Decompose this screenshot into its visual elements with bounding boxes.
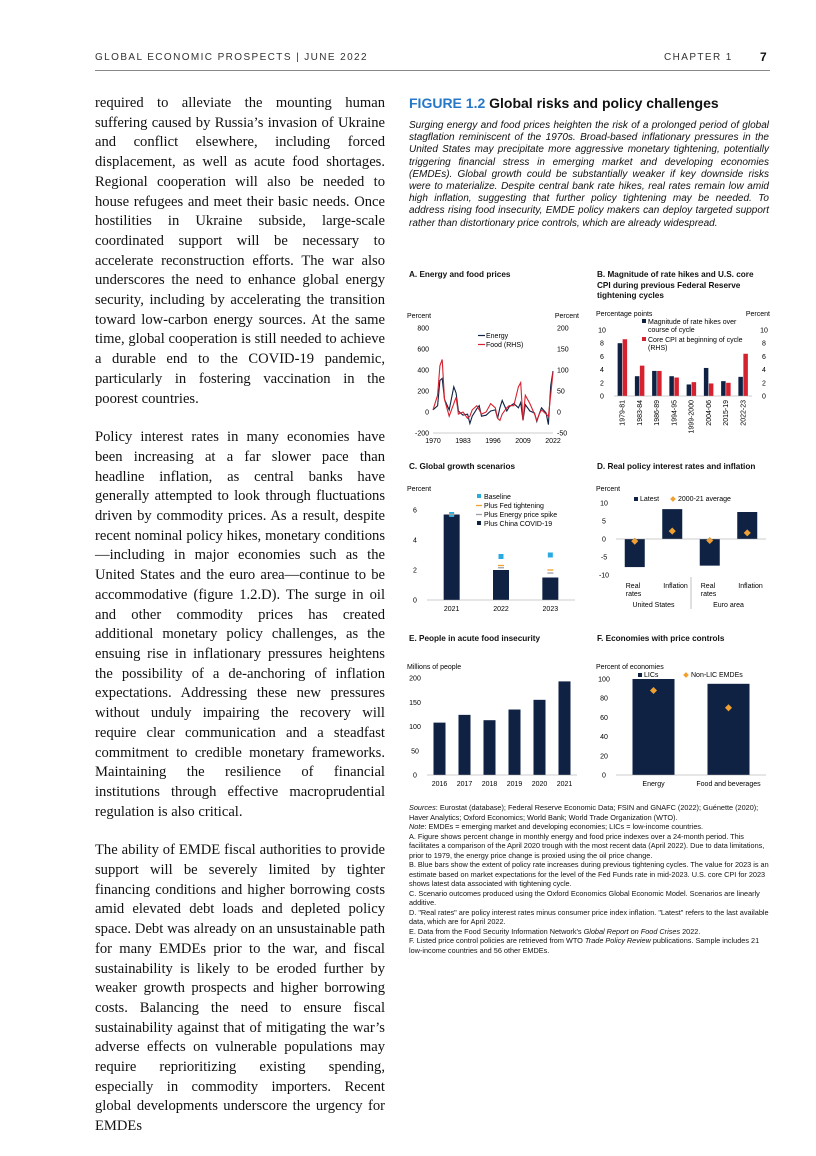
- note-d: D. "Real rates" are policy interest rates minus consumer price index inflation. "Latest" refers to the last available data, which are for April 2022.: [409, 907, 769, 926]
- legend-label-line1: Core CPI at beginning of cycle: [648, 337, 743, 344]
- panel-a-title: A. Energy and food prices: [409, 270, 511, 279]
- figure-title: [409, 95, 769, 111]
- y-tick-label-right: 10: [760, 327, 768, 335]
- bar-food-insecurity: [434, 723, 446, 775]
- chart-rate-hikes-cpi: [594, 308, 774, 458]
- panel-c-title: C. Global growth scenarios: [409, 462, 516, 471]
- legend-swatch: [477, 494, 481, 498]
- y-tick-label: 0: [602, 772, 606, 780]
- legend-label: Non-LIC EMDEs: [691, 672, 743, 679]
- legend-label: Plus China COVID-19: [484, 521, 553, 528]
- bar-china-covid: [493, 570, 509, 600]
- legend-swatch: [477, 521, 481, 525]
- y-axis-label: Percentage points: [596, 311, 653, 318]
- bar-rate-hike: [738, 377, 743, 396]
- body-paragraph: Policy interest rates in many economies have been increasing at a far slower pace than headline inflation, as central banks have generally attempted to look through fluctuations driven by commodity prices. As a result, despite recent nominal policy hikes, monetary conditions—including in major economies such as the United States and the euro area—continue to be accommodative (figure 1.2.D). The surge in oil and other commodity prices has created additional monetary policy challenges, as the ensuing rise in inflationary pressures heightens the possibility of a de-anchoring of inflation expectations. Addressing these new pressures without unduly impairing the recovery will require clear communication and a steadfast commitment to credible monetary frameworks. Maintaining the resilience of financial institutions through effective macroprudential regulation is also critical.: [95, 429, 385, 820]
- x-tick-label: Inflation: [738, 583, 763, 590]
- y-tick-label-right: 6: [762, 353, 766, 361]
- x-tick-label: 2022: [493, 606, 509, 613]
- note-b: B. Blue bars show the extent of policy rate increases during previous tightening cycles. The value for 2023 is an estimate based on market expectations for the level of the Fed Funds rate in mid-2023. U.S. core CPI for 2023 shows latest data associated with tightening cycle.: [409, 860, 769, 888]
- marker-baseline: [499, 554, 504, 559]
- x-tick-label: 2023: [542, 606, 559, 613]
- series-line-food: [433, 360, 553, 421]
- panel-b-title: B. Magnitude of rate hikes and U.S. core CPI during previous Federal Reserve tightening cycles: [597, 270, 754, 300]
- legend-label: Plus Energy price spike: [484, 512, 558, 519]
- y-tick-label: 40: [600, 734, 608, 742]
- bar-china-covid: [444, 515, 460, 601]
- y-tick-label: 10: [598, 327, 606, 335]
- x-tick-label: 2016: [431, 781, 448, 788]
- legend-swatch: [638, 673, 642, 677]
- x-tick-label: Inflation: [663, 583, 688, 590]
- y-axis-label: Millions of people: [407, 664, 462, 671]
- sources-label: Sources: [409, 803, 436, 812]
- y-tick-label-right: 4: [762, 367, 766, 375]
- y-tick-label-right: 2: [762, 380, 766, 388]
- bar-core-cpi: [726, 383, 731, 396]
- body-paragraph: required to alleviate the mounting human suffering caused by Russia’s invasion of Ukraine and conflict elsewhere, including forced displacement, as well as acute food shortages. Regional cooperation will also be needed to house refugees and meet their basic needs. Once hostilities in Ukraine subside, large-scale coordinated support will be necessary to accelerate reconstruction efforts. The war also underscores the need to enhance global energy security, including by accelerating the transition toward low-carbon energy sources. At the same time, global cooperation is still needed to achieve a durable end to the COVID-19 pandemic, particularly in fostering vaccination in the poorest countries.: [95, 95, 385, 407]
- y-tick-label-right: 0: [762, 393, 766, 401]
- x-tick-label: 2018: [481, 781, 498, 788]
- figure-number: FIGURE 1.2: [409, 95, 486, 111]
- bar-food-insecurity: [459, 715, 471, 775]
- bar-core-cpi: [657, 371, 662, 396]
- sources-note: Sources: Eurostat (database); Federal Reserve Economic Data; FSIN and GNAFC (2022); Guénette (2020); Haver Analytics; Oxford Economics; World Bank; World Trade Organization (WTO).: [409, 803, 759, 822]
- note-a: A. Figure shows percent change in monthly energy and food price indexes over a 24-month period. This facilitates a comparison of the April 2020 trough with the most recent data (April 2022). Due to data limitations, prior to 1979, the energy price change is proxied using the oil price change.: [409, 831, 765, 860]
- x-tick-label: Energy: [642, 781, 665, 788]
- y-tick-label: 200: [409, 675, 421, 683]
- x-tick-label-line2: rates: [700, 591, 717, 598]
- panel-d-title: D. Real policy interest rates and inflation: [597, 462, 756, 471]
- note-f: F. Listed price control policies are retrieved from WTO Trade Policy Review publications. Sample includes 21 low-income countries and 56 other EMDEs.: [409, 936, 760, 955]
- bar-core-cpi: [709, 383, 714, 396]
- figure-subtitle: Surging energy and food prices heighten the risk of a prolonged period of global stagflation reminiscent of the 1970s. Broad-based inflationary pressures in the United States may precipitate more aggressive monetary tightening, potentially triggering financial stress in emerging market and developing economies (EMDEs). Global growth could be substantially weaker if key downside risks were to materialize. Despite central bank rate hikes, real rates remain low amid high inflation, suggesting that further policy tightening may be needed. To address rising food insecurity, EMDE policy makers can deploy targeted support rather than distortionary price controls, which are already widespread.: [409, 120, 769, 229]
- bar-rate-hike: [652, 371, 657, 396]
- bar-rate-hike: [721, 381, 726, 396]
- y-tick-label: 0: [602, 536, 606, 544]
- x-tick-label: 1970: [425, 438, 441, 445]
- x-tick-label: 2004-06: [705, 400, 713, 426]
- abbrev-note: Note: EMDEs = emerging market and developing economies; LICs = low-income countries.: [409, 822, 704, 831]
- figure-title-text: Global risks and policy challenges: [489, 95, 719, 111]
- x-tick-label: 2017: [456, 781, 473, 788]
- x-tick-label: 2021: [443, 606, 460, 613]
- legend-label: LICs: [644, 672, 659, 679]
- bar-rate-hike: [704, 368, 709, 396]
- y-tick-label-right: 8: [762, 340, 766, 348]
- y-tick-label: 0: [413, 772, 417, 780]
- y-tick-label: 10: [600, 500, 608, 508]
- legend-swatch: [634, 497, 638, 501]
- bar-core-cpi: [674, 378, 679, 396]
- y-tick-label: 50: [411, 748, 419, 756]
- y-tick-label: 80: [600, 695, 608, 703]
- bar-core-cpi: [623, 339, 628, 396]
- y-tick-label: 4: [600, 367, 604, 375]
- y-tick-label-right: 50: [557, 388, 565, 396]
- group-label: Euro area: [713, 602, 744, 609]
- page-number: 7: [760, 50, 767, 64]
- x-tick-label: 1979-81: [619, 400, 627, 426]
- bar-rate-hike: [669, 376, 674, 396]
- bar-food-insecurity: [484, 720, 496, 775]
- y-tick-label: 100: [598, 676, 610, 684]
- y-tick-label: 100: [409, 724, 421, 731]
- y-axis-label: Percent of economies: [596, 664, 664, 671]
- y-tick-label: 6: [600, 353, 604, 361]
- legend-label: 2000-21 average: [678, 496, 731, 503]
- y-tick-label: -10: [598, 572, 610, 580]
- y-tick-label: 20: [600, 753, 608, 761]
- legend-label: Plus Fed tightening: [484, 503, 544, 510]
- bar-rate-hike: [635, 376, 640, 396]
- bar-food-insecurity: [509, 710, 521, 775]
- bar-china-covid: [542, 578, 558, 601]
- x-tick-label: Real: [700, 583, 716, 590]
- x-tick-label: 2021: [556, 781, 573, 788]
- y-axis-label: Percent: [596, 486, 621, 493]
- chart-growth-scenarios: [405, 483, 585, 618]
- marker-baseline: [548, 553, 553, 558]
- note-c: C. Scenario outcomes produced using the Oxford Economics Global Economic Model. Scenarios are linearly additive.: [409, 888, 760, 907]
- legend-label: Energy: [486, 333, 509, 340]
- body-text-column: [95, 94, 385, 1156]
- x-tick-label: 1983: [455, 438, 471, 445]
- y-tick-label: 5: [602, 518, 606, 526]
- chart-price-controls: [594, 658, 774, 790]
- y-tick-label: 200: [417, 388, 429, 396]
- chapter-label: CHAPTER 1: [664, 52, 733, 63]
- x-tick-label: 2015-19: [723, 400, 731, 426]
- y-axis-label: Percent: [407, 313, 432, 320]
- y-tick-label: 2: [600, 380, 604, 388]
- chart-energy-food-prices: [405, 310, 585, 468]
- y-tick-label-right: -50: [557, 430, 568, 438]
- y-tick-label: -200: [414, 430, 429, 438]
- x-tick-label: Real: [625, 583, 641, 590]
- x-tick-label: 1996: [485, 438, 501, 445]
- y-axis-label-right: Percent: [554, 313, 579, 320]
- x-tick-label: 2009: [515, 438, 531, 445]
- header-rule: [95, 70, 770, 71]
- note-e: E. Data from the Food Security Information Network's Global Report on Food Crises 2022.: [409, 926, 701, 936]
- y-tick-label: 0: [413, 597, 417, 605]
- y-tick-label: 800: [417, 325, 429, 333]
- panel-e-title: E. People in acute food insecurity: [409, 634, 541, 643]
- x-tick-label: 2019: [506, 781, 523, 788]
- x-tick-label: 1999-2000: [688, 400, 696, 434]
- y-tick-label-right: 200: [557, 325, 569, 333]
- bar-rate-hike: [618, 343, 623, 396]
- y-tick-label: 400: [417, 367, 429, 375]
- group-label: United States: [632, 602, 675, 609]
- running-header: GLOBAL ECONOMIC PROSPECTS | JUNE 2022: [95, 52, 368, 63]
- x-tick-label-line2: rates: [625, 591, 642, 598]
- x-tick-label: 2020: [531, 781, 548, 788]
- y-tick-label-right: 0: [557, 409, 561, 417]
- legend-label: Food (RHS): [486, 342, 524, 349]
- y-tick-label: 600: [417, 346, 429, 354]
- legend-label-line1: Magnitude of rate hikes over: [648, 319, 737, 326]
- x-tick-label: Food and beverages: [696, 781, 761, 788]
- bar-lics: [708, 684, 750, 775]
- legend-label-line2: course of cycle: [648, 327, 695, 334]
- y-tick-label: 60: [600, 714, 608, 722]
- y-tick-label: 0: [425, 409, 429, 417]
- chart-real-rates-inflation: [594, 483, 774, 618]
- panel-f-title: F. Economies with price controls: [597, 634, 725, 643]
- legend-label: Baseline: [484, 494, 511, 501]
- y-tick-label-right: 150: [557, 346, 569, 354]
- bar-core-cpi: [692, 382, 697, 396]
- legend-swatch: [642, 319, 646, 323]
- y-tick-label-right: 100: [557, 367, 569, 375]
- bar-rate-hike: [687, 384, 692, 396]
- legend-swatch: [683, 672, 689, 678]
- legend-swatch: [670, 496, 676, 502]
- y-tick-label: 6: [413, 507, 417, 515]
- y-tick-label: 4: [413, 537, 417, 545]
- bar-core-cpi: [640, 366, 645, 396]
- bar-core-cpi: [743, 354, 748, 396]
- legend-label: Latest: [640, 496, 660, 503]
- bar-food-insecurity: [534, 700, 546, 775]
- legend-label-line2: (RHS): [648, 345, 668, 352]
- bar-food-insecurity: [559, 681, 571, 775]
- note-label: Note: [409, 822, 425, 831]
- y-tick-label: 8: [600, 340, 604, 348]
- x-tick-label: 1986-89: [654, 400, 662, 426]
- x-tick-label: 1994-95: [671, 400, 679, 426]
- y-tick-label: 2: [413, 567, 417, 575]
- x-tick-label: 2022-23: [740, 400, 748, 426]
- y-tick-label: 0: [600, 393, 604, 401]
- chart-food-insecurity: [405, 658, 585, 790]
- figure-notes: [409, 803, 771, 955]
- y-tick-label: 150: [409, 699, 421, 707]
- y-axis-label: Percent: [407, 486, 432, 493]
- x-tick-label: 2022: [545, 438, 561, 445]
- y-tick-label: -5: [600, 554, 608, 562]
- body-paragraph: The ability of EMDE fiscal authorities to provide support will be severely limited by tighter financing conditions and higher borrowing costs amid elevated debt loads and depleted policy space. Debt was already on an unsustainable path for many EMDEs prior to the war, and fiscal sustainability is likely to be eroded further by weaker growth prospects and higher borrowing costs. Balancing the need to ensure fiscal sustainability against that of mitigating the war’s adverse effects on vulnerable populations may require reprioritizing existing spending, especially in commodity importers. Recent global developments underscore the urgency for EMDEs: [95, 842, 385, 1135]
- legend-swatch: [642, 337, 646, 341]
- y-axis-label-right: Percent: [745, 311, 770, 318]
- x-tick-label: 1983-84: [636, 400, 644, 426]
